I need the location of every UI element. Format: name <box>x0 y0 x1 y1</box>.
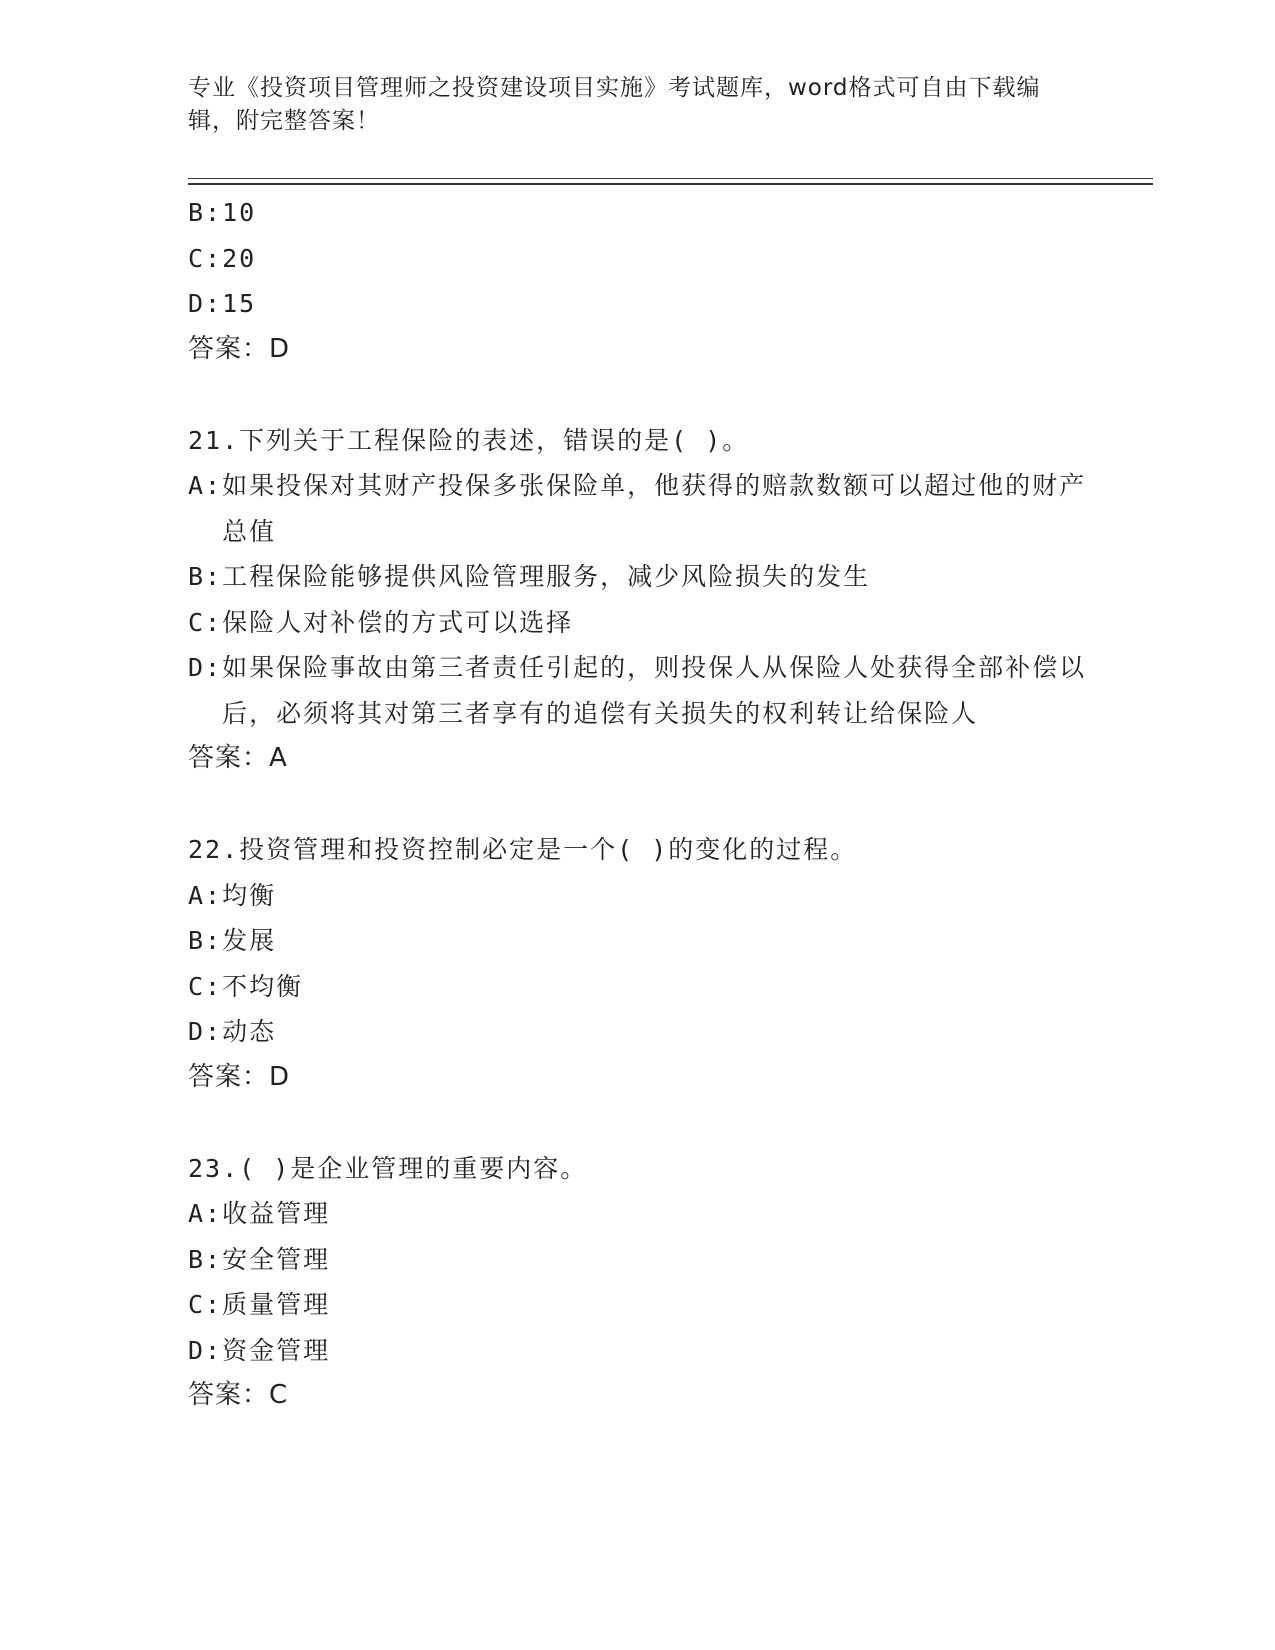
option-b <box>188 1237 1088 1283</box>
option-letter: C: <box>188 607 223 637</box>
option-text: 发展 <box>222 926 277 955</box>
option-text: 动态 <box>222 1017 277 1046</box>
question-stem: 22.投资管理和投资控制必定是一个( )的变化的过程。 <box>188 835 858 864</box>
option-c <box>188 1282 1088 1328</box>
question-stem: 23.( )是企业管理的重要内容。 <box>188 1153 588 1183</box>
option-d <box>188 1328 1088 1374</box>
option-letter: A: <box>188 880 223 910</box>
option-letter: A: <box>188 1199 223 1228</box>
option-letter: D: <box>188 1017 223 1046</box>
option-letter: D: <box>188 1335 223 1365</box>
answer-line: 答案：D <box>188 1061 291 1092</box>
header-rule-thick <box>188 183 1153 185</box>
option-text: 均衡 <box>222 880 277 910</box>
option-text: 15 <box>222 289 257 318</box>
option-text: 20 <box>222 243 257 273</box>
option-b <box>188 190 1088 236</box>
option-letter: B: <box>188 198 223 227</box>
answer-line: 答案：C <box>188 1380 289 1410</box>
option-letter: D: <box>188 653 223 682</box>
prev-question-block <box>188 190 1088 372</box>
option-c <box>188 964 1088 1010</box>
question-23-block <box>188 1146 1088 1419</box>
answer-line: 答案：A <box>188 743 288 773</box>
option-text: 工程保险能够提供风险管理服务，减少风险损失的发生 <box>222 562 871 591</box>
option-letter: D: <box>188 289 223 318</box>
option-d <box>188 645 1088 736</box>
option-text: 安全管理 <box>222 1244 331 1274</box>
answer-line: 答案：D <box>188 333 291 364</box>
header-rule-thin <box>188 178 1153 179</box>
option-letter: B: <box>188 926 223 955</box>
option-d <box>188 281 1088 327</box>
option-b <box>188 554 1088 600</box>
option-text: 保险人对补偿的方式可以选择 <box>222 607 574 637</box>
option-c <box>188 600 1088 646</box>
option-letter: B: <box>188 1244 223 1274</box>
document-header: 专业《投资项目管理师之投资建设项目实施》考试题库，word格式可自由下载编辑，附完整答案！ <box>188 75 1041 134</box>
option-letter: B: <box>188 562 223 591</box>
question-21-block <box>188 418 1088 782</box>
option-c <box>188 236 1088 282</box>
question-stem: 21.下列关于工程保险的表述，错误的是( )。 <box>188 425 750 455</box>
option-letter: C: <box>188 1290 223 1319</box>
option-a <box>188 1191 1088 1237</box>
option-text: 资金管理 <box>222 1335 331 1365</box>
option-text: 如果保险事故由第三者责任引起的，则投保人从保险人处获得全部补偿以后，必须将其对第三者享有的追偿有关损失的权利转让给保险人 <box>222 653 1087 728</box>
option-d <box>188 1009 1088 1055</box>
option-letter: C: <box>188 243 223 273</box>
option-letter: C: <box>188 971 223 1001</box>
question-content <box>188 190 1088 1419</box>
option-text: 如果投保对其财产投保多张保险单，他获得的赔款数额可以超过他的财产总值 <box>222 471 1087 546</box>
option-text: 10 <box>222 198 257 227</box>
option-letter: A: <box>188 471 223 500</box>
option-a <box>188 873 1088 919</box>
option-a <box>188 463 1088 554</box>
option-text: 不均衡 <box>222 971 304 1001</box>
option-b <box>188 918 1088 964</box>
option-text: 质量管理 <box>222 1290 331 1319</box>
option-text: 收益管理 <box>222 1199 331 1228</box>
question-22-block <box>188 827 1088 1100</box>
